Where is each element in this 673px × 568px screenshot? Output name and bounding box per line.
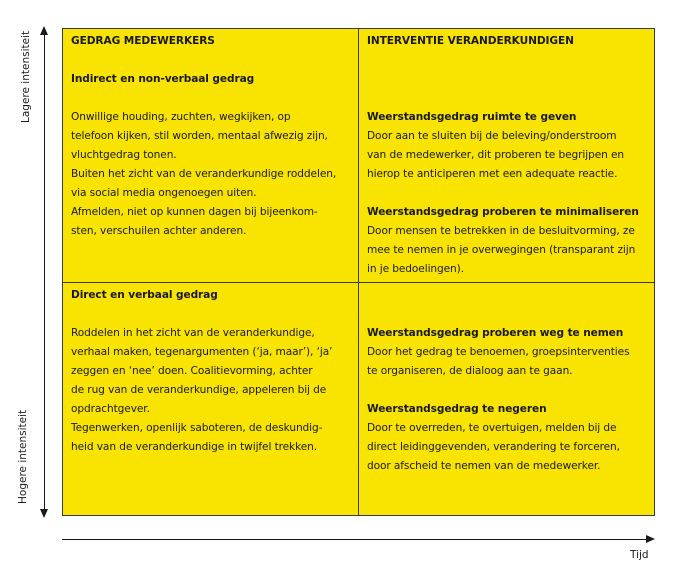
text-line: opdrachtgever. — [71, 403, 150, 415]
text-line: hierop te anticiperen met een adequate reactie. — [367, 168, 618, 180]
text-line: zeggen en ‘nee’ doen. Coalitievorming, achter — [71, 365, 313, 377]
text-line: Onwillige houding, zuchten, wegkijken, op — [71, 111, 291, 123]
cell-top-left — [71, 32, 353, 241]
arrow-up-icon — [40, 26, 48, 35]
text-line: via social media ongenoegen uiten. — [71, 187, 257, 199]
text-line: in je bedoelingen). — [367, 263, 464, 275]
text-line: telefoon kijken, stil worden, mentaal afwezig zijn, — [71, 130, 328, 142]
text-line: te organiseren, de dialoog aan te gaan. — [367, 365, 573, 377]
horizontal-divider — [63, 282, 654, 283]
text-line: heid van de veranderkundige in twijfel trekken. — [71, 441, 318, 453]
y-axis-label-top: Lagere intensiteit — [20, 30, 32, 123]
header-interventie: INTERVENTIE VERANDERKUNDIGEN — [367, 35, 574, 47]
quadrant-grid — [62, 28, 655, 516]
text-line: Tegenwerken, openlijk saboteren, de deskundig- — [71, 422, 323, 434]
x-axis-label: Tijd — [630, 549, 649, 561]
text-line: Door mensen te betrekken in de besluitvorming, ze — [367, 225, 635, 237]
text-line: vluchtgedrag tonen. — [71, 149, 177, 161]
text-line: mee te nemen in je overwegingen (transparant zijn — [367, 244, 636, 256]
text-line: Door het gedrag te benoemen, groepsinterventies — [367, 346, 630, 358]
y-axis-line — [44, 28, 45, 516]
text-line: van de medewerker, dit proberen te begrijpen en — [367, 149, 625, 161]
subheader-direct: Direct en verbaal gedrag — [71, 289, 218, 301]
arrow-right-icon — [646, 535, 655, 543]
x-axis-line — [62, 539, 650, 540]
text-line: Door aan te sluiten bij de beleving/onderstroom — [367, 130, 617, 142]
text-line: sten, verschuilen achter anderen. — [71, 225, 247, 237]
block-title-ruimte-geven: Weerstandsgedrag ruimte te geven — [367, 111, 577, 123]
text-line: Afmelden, niet op kunnen dagen bij bijeenkom- — [71, 206, 318, 218]
y-axis-label-bottom: Hogere intensiteit — [17, 409, 29, 504]
block-title-negeren: Weerstandsgedrag te negeren — [367, 403, 547, 415]
subheader-indirect: Indirect en non-verbaal gedrag — [71, 73, 255, 85]
cell-top-right — [367, 32, 652, 279]
text-line: Door te overreden, te overtuigen, melden bij de — [367, 422, 617, 434]
cell-bottom-right — [367, 324, 652, 476]
text-line: Roddelen in het zicht van de veranderkundige, — [71, 327, 315, 339]
block-title-weg-nemen: Weerstandsgedrag proberen weg te nemen — [367, 327, 624, 339]
text-line: direct leidinggevenden, verandering te forceren, — [367, 441, 620, 453]
text-line: de rug van de veranderkundige, appeleren bij de — [71, 384, 327, 396]
block-title-minimaliseren: Weerstandsgedrag proberen te minimaliseren — [367, 206, 639, 218]
arrow-down-icon — [40, 509, 48, 518]
header-gedrag-medewerkers: GEDRAG MEDEWERKERS — [71, 35, 215, 47]
vertical-divider — [358, 29, 359, 515]
text-line: verhaal maken, tegenargumenten (‘ja, maar’), ‘ja’ — [71, 346, 333, 358]
cell-bottom-left — [71, 286, 353, 457]
text-line: Buiten het zicht van de veranderkundige roddelen, — [71, 168, 337, 180]
text-line: door afscheid te nemen van de medewerker. — [367, 460, 601, 472]
